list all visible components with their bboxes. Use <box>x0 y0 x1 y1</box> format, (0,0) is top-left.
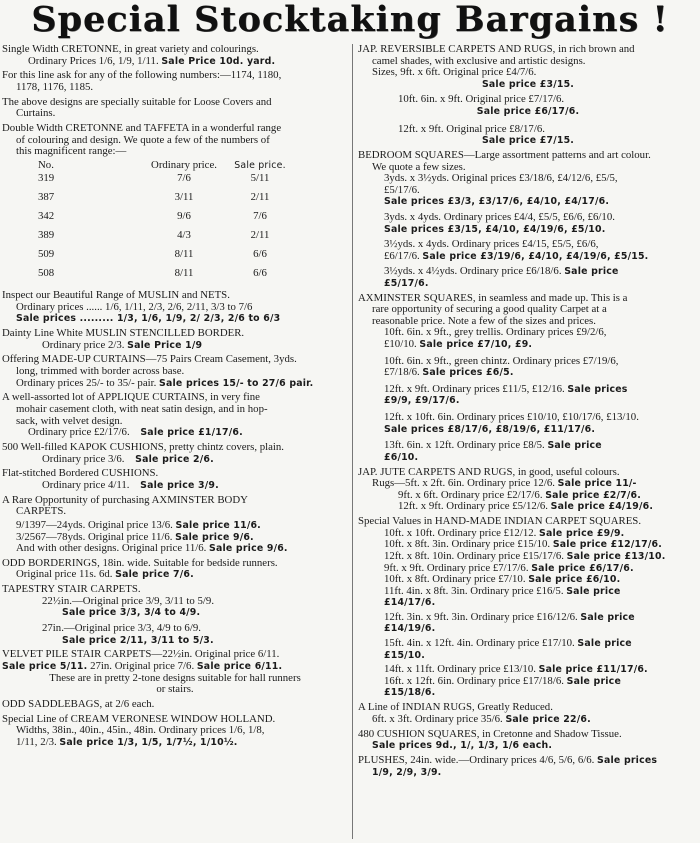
axminster-body-line2: 3/2567—78yds. Original price 11/6. Sale price 9/6. <box>16 530 254 543</box>
borderings-text: ODD BORDERINGS, 18in. wide. Suitable for bedside runners. <box>2 556 278 569</box>
axminster-size5-sale: £6/10. <box>384 451 419 463</box>
indian-squares-title: Special Values in HAND-MADE INDIAN CARPET SQUARES. <box>358 515 642 528</box>
table-header <box>38 159 290 173</box>
jap-reversible-size3: 12ft. x 9ft. Original price £8/17/6. <box>398 122 545 135</box>
velvet-pile-line2: Sale price 5/11. 27in. Original price 7/6. Sale price 6/11. <box>2 660 283 672</box>
borderings-section <box>2 558 348 581</box>
velvet-pile-note: These are in pretty 2-tone designs suitable for hall runners or stairs. <box>49 671 301 696</box>
advert-columns <box>0 44 700 843</box>
indian-row: 15ft. 4in. x 12ft. 4in. Ordinary price £17/10. Sale price <box>384 637 632 650</box>
saddlebags-text: ODD SADDLEBAGS, at 2/6 each. <box>2 697 155 710</box>
jap-reversible-sale2: Sale price £6/17/6. <box>476 105 580 117</box>
table-row: 389 4/3 2/11 <box>38 228 270 241</box>
indian-row-sale: £14/17/6. <box>384 597 436 609</box>
bedroom-size2: 3yds. x 4yds. Ordinary prices £4/4, £5/5, £6/6, £6/10. <box>384 210 615 223</box>
made-up-curtains-prices: Ordinary prices 25/- to 35/- pair. Sale prices 15/- to 27/6 pair. <box>16 376 314 389</box>
plushes-prices: 1/9, 2/9, 3/9. <box>372 766 442 778</box>
plushes-text: PLUSHES, 24in. wide.—Ordinary prices 4/6, 5/6, 6/6. Sale prices <box>358 753 658 766</box>
table-row: 509 8/11 6/6 <box>38 247 267 260</box>
table-row: 342 9/6 7/6 <box>38 209 267 222</box>
taffeta-price-table <box>38 159 290 287</box>
muslin-ordinary: Ordinary prices ...... 1/6, 1/11, 2/3, 2/6, 2/11, 3/3 to 7/6 <box>16 300 253 313</box>
applique-text: A well-assorted lot of APPLIQUE CURTAINS, in very fine mohair casement cloth, with neat satin design, and in hop- sack, with velvet design. <box>2 391 268 427</box>
axminster-size3-sale: £9/9, £9/17/6. <box>384 395 460 407</box>
axminster-body-section <box>2 495 348 555</box>
bedroom-size1-sale: Sale prices £3/3, £3/17/6, £4/10, £4/17/6. <box>384 196 610 208</box>
muslin-sale: Sale prices ......... 1/3, 1/6, 1/9, 2/ 2/3, 2/6 to 6/3 <box>16 313 281 325</box>
right-column <box>358 44 698 781</box>
flat-cushions-text: Flat-stitched Bordered CUSHIONS. <box>2 467 159 480</box>
axminster-size1: 10ft. 6in. x 9ft., grey trellis. Ordinary prices £9/2/6, <box>384 326 607 339</box>
indian-row: 11ft. 4in. x 8ft. 3in. Ordinary price £16/5. Sale price <box>384 584 621 597</box>
axminster-body-line3: And with other designs. Original price 11/6. Sale price 9/6. <box>16 542 288 555</box>
axminster-size3: 12ft. x 9ft. Ordinary prices £11/5, £12/16. Sale prices <box>384 382 628 395</box>
col-header-no: No. <box>38 159 54 172</box>
borderings-prices: Original price 11s. 6d. Sale price 7/6. <box>16 568 194 581</box>
left-column <box>2 44 348 752</box>
jap-jute-row1: Rugs—5ft. x 2ft. 6in. Ordinary price 12/6. Sale price 11/- <box>372 477 637 490</box>
cretonne-prices: Ordinary Prices 1/6, 1/9, 1/11. Sale Price 10d. yard. <box>28 54 276 67</box>
bedroom-size3: 3½yds. x 4yds. Ordinary prices £4/15, £5/5, £6/6, <box>384 238 599 251</box>
column-divider <box>352 44 353 839</box>
indian-row: 14ft. x 11ft. Ordinary price £13/10. Sale price £11/17/6. <box>384 663 648 676</box>
saddlebags-section <box>2 699 348 711</box>
made-up-curtains-text: Offering MADE-UP CURTAINS—75 Pairs Cream Casement, 3yds. long, trimmed with border across base. <box>2 353 297 378</box>
axminster-size2: 10ft. 6in. x 9ft., green chintz. Ordinary prices £7/19/6, <box>384 354 619 367</box>
indian-squares-section <box>358 516 698 699</box>
jap-reversible-size2: 10ft. 6in. x 9ft. Original price £7/17/6. <box>398 93 565 106</box>
tapestry-stair-title: TAPESTRY STAIR CARPETS. <box>2 583 141 596</box>
indian-row-sale: £14/19/6. <box>384 623 436 635</box>
bedroom-size2-sale: Sale prices £3/15, £4/10, £4/19/6, £5/10. <box>384 223 606 235</box>
jap-reversible-sale3: Sale price £7/15. <box>481 135 575 147</box>
tapestry-27-sale: Sale price 2/11, 3/11 to 5/3. <box>62 634 214 646</box>
plushes-section <box>358 755 698 778</box>
kapok-section <box>2 442 348 465</box>
applique-section <box>2 392 348 438</box>
jap-jute-row2: 9ft. x 6ft. Ordinary price £2/17/6. Sale price £2/7/6. <box>398 488 641 501</box>
indian-row: 16ft. x 12ft. 6in. Ordinary price £17/18/6. Sale price <box>384 674 622 687</box>
loose-covers-section <box>2 97 348 120</box>
applique-prices: Ordinary price £2/17/6. Sale price £1/17/6. <box>28 426 243 439</box>
flat-cushions-section <box>2 468 348 491</box>
indian-rugs-prices: 6ft. x 3ft. Ordinary price 35/6. Sale price 22/6. <box>372 712 591 725</box>
indian-row: 12ft. 3in. x 9ft. 3in. Ordinary price £16/12/6. Sale price <box>384 610 635 623</box>
bedroom-size4-sale: £5/17/6. <box>384 277 429 289</box>
loose-covers-text: The above designs are specially suitable for Loose Covers and Curtains. <box>2 95 272 120</box>
tapestry-stair-section <box>2 584 348 646</box>
headline: Special Stocktaking Bargains ! <box>31 0 669 40</box>
velvet-pile-line1: VELVET PILE STAIR CARPETS—22½in. Original price 6/11. <box>2 648 280 661</box>
table-row: 319 7/6 5/11 <box>38 171 270 184</box>
axminster-size1-cont: £10/10. Sale price £7/10, £9. <box>384 338 533 351</box>
jap-reversible-sale1: Sale price £3/15. <box>481 78 575 90</box>
jap-jute-text: JAP. JUTE CARPETS AND RUGS, in good, useful colours. <box>358 465 620 478</box>
table-row: 508 8/11 6/6 <box>38 266 267 279</box>
stencilled-border-section <box>2 328 348 351</box>
jap-reversible-size1: Sizes, 9ft. x 6ft. Original price £4/7/6. <box>372 66 537 79</box>
jap-jute-row3: 12ft. x 9ft. Ordinary price £5/12/6. Sale price £4/19/6. <box>398 500 654 513</box>
made-up-curtains-section <box>2 354 348 389</box>
numbers-section <box>2 70 348 93</box>
bedroom-size4: 3½yds. x 4½yds. Ordinary price £6/18/6. Sale price <box>384 265 619 278</box>
bedroom-size1-cont: £5/17/6. <box>384 183 420 196</box>
tapestry-22-ordinary: 22½in.—Original price 3/9, 3/11 to 5/9. <box>42 594 215 607</box>
cushion-squares-section <box>358 729 698 752</box>
indian-row: 10ft. x 10ft. Ordinary price £12/12. Sale price £9/9. <box>384 526 625 539</box>
indian-rugs-section <box>358 702 698 725</box>
jap-reversible-text: JAP. REVERSIBLE CARPETS AND RUGS, in rich brown and camel shades, with exclusive and artistic designs. <box>358 43 635 67</box>
flat-cushions-prices: Ordinary price 4/11. Sale price 3/9. <box>42 478 219 491</box>
numbers-text: For this line ask for any of the following numbers:—1174, 1180, 1178, 1176, 1185. <box>2 69 282 93</box>
muslin-section <box>2 290 348 325</box>
jap-jute-section <box>358 467 698 513</box>
holland-prices: 1/11, 2/3. Sale price 1/3, 1/5, 1/7½, 1/10½. <box>16 735 238 748</box>
muslin-text: Inspect our Beautiful Range of MUSLIN and NETS. <box>2 289 230 302</box>
indian-row-sale: £15/18/6. <box>384 687 436 699</box>
holland-section <box>2 714 348 749</box>
indian-row: 12ft. x 8ft. 10in. Ordinary price £15/17/6. Sale price £13/10. <box>384 549 666 562</box>
axminster-size4: 12ft. x 10ft. 6in. Ordinary prices £10/10, £10/17/6, £13/10. <box>384 411 639 423</box>
cretonne-section <box>2 44 348 67</box>
tapestry-27-ordinary: 27in.—Original price 3/3, 4/9 to 6/9. <box>42 622 201 635</box>
indian-row-sale: £15/10. <box>384 649 426 661</box>
indian-row: 9ft. x 9ft. Ordinary price £7/17/6. Sale price £6/17/6. <box>384 561 634 574</box>
taffeta-section <box>2 123 348 287</box>
bedroom-size1: 3yds. x 3½yds. Original prices £3/18/6, £4/12/6, £5/5, <box>384 172 618 185</box>
axminster-size4-sale: Sale prices £8/17/6, £8/19/6, £11/17/6. <box>384 423 596 435</box>
bedroom-size3-cont: £6/17/6. Sale price £3/19/6, £4/10, £4/19/6, £5/15. <box>384 249 649 262</box>
indian-rugs-text: A Line of INDIAN RUGS, Greatly Reduced. <box>358 701 553 714</box>
jap-reversible-section <box>358 44 698 147</box>
stencilled-text: Dainty Line White MUSLIN STENCILLED BORDER. <box>2 327 245 340</box>
axminster-body-line1: 9/1397—24yds. Original price 13/6. Sale price 11/6. <box>16 518 261 531</box>
cushion-squares-prices: Sale prices 9d., 1/, 1/3, 1/6 each. <box>372 740 553 752</box>
bedroom-squares-section <box>358 150 698 290</box>
axminster-body-text: A Rare Opportunity of purchasing AXMINSTER BODY CARPETS. <box>2 493 248 518</box>
axminster-squares-section <box>358 293 698 464</box>
stencilled-prices: Ordinary price 2/3. Sale Price 1/9 <box>42 338 203 351</box>
taffeta-text: Double Width CRETONNE and TAFFETA in a wonderful range of colouring and design. We quote a few of the numbers of this magnificent range:— <box>2 122 282 158</box>
axminster-squares-text: AXMINSTER SQUARES, in seamless and made up. This is a rare opportunity of securing a good quality Carpet at a reasonable price. Note a few of the sizes and prices. <box>358 291 628 327</box>
col-header-ordinary: Ordinary price. <box>151 159 217 172</box>
axminster-size2-cont: £7/18/6. Sale prices £6/5. <box>384 366 514 379</box>
bedroom-squares-text: BEDROOM SQUARES—Large assortment patterns and art colour. We quote a few sizes. <box>358 148 651 173</box>
table-row: 387 3/11 2/11 <box>38 190 270 203</box>
velvet-pile-section <box>2 649 348 695</box>
holland-text: Special Line of CREAM VERONESE WINDOW HOLLAND. Widths, 38in., 40in., 45in., 48in. Ordinary prices 1/6, 1/8, <box>2 712 276 737</box>
indian-row: 10ft. x 8ft. 3in. Ordinary price £15/10. Sale price £12/17/6. <box>384 538 663 551</box>
kapok-text: 500 Well-filled KAPOK CUSHIONS, pretty chintz covers, plain. <box>2 440 285 453</box>
cushion-squares-text: 480 CUSHION SQUARES, in Cretonne and Shadow Tissue. <box>358 727 622 740</box>
cretonne-text: Single Width CRETONNE, in great variety and colourings. <box>2 43 259 55</box>
axminster-size5: 13ft. 6in. x 12ft. Ordinary price £8/5. Sale price <box>384 439 602 452</box>
kapok-prices: Ordinary price 3/6. Sale price 2/6. <box>42 452 214 465</box>
indian-row: 10ft. x 8ft. Ordinary price £7/10. Sale price £6/10. <box>384 573 621 586</box>
tapestry-22-sale: Sale price 3/3, 3/4 to 4/9. <box>62 607 201 619</box>
col-header-sale: Sale price. <box>234 160 286 172</box>
